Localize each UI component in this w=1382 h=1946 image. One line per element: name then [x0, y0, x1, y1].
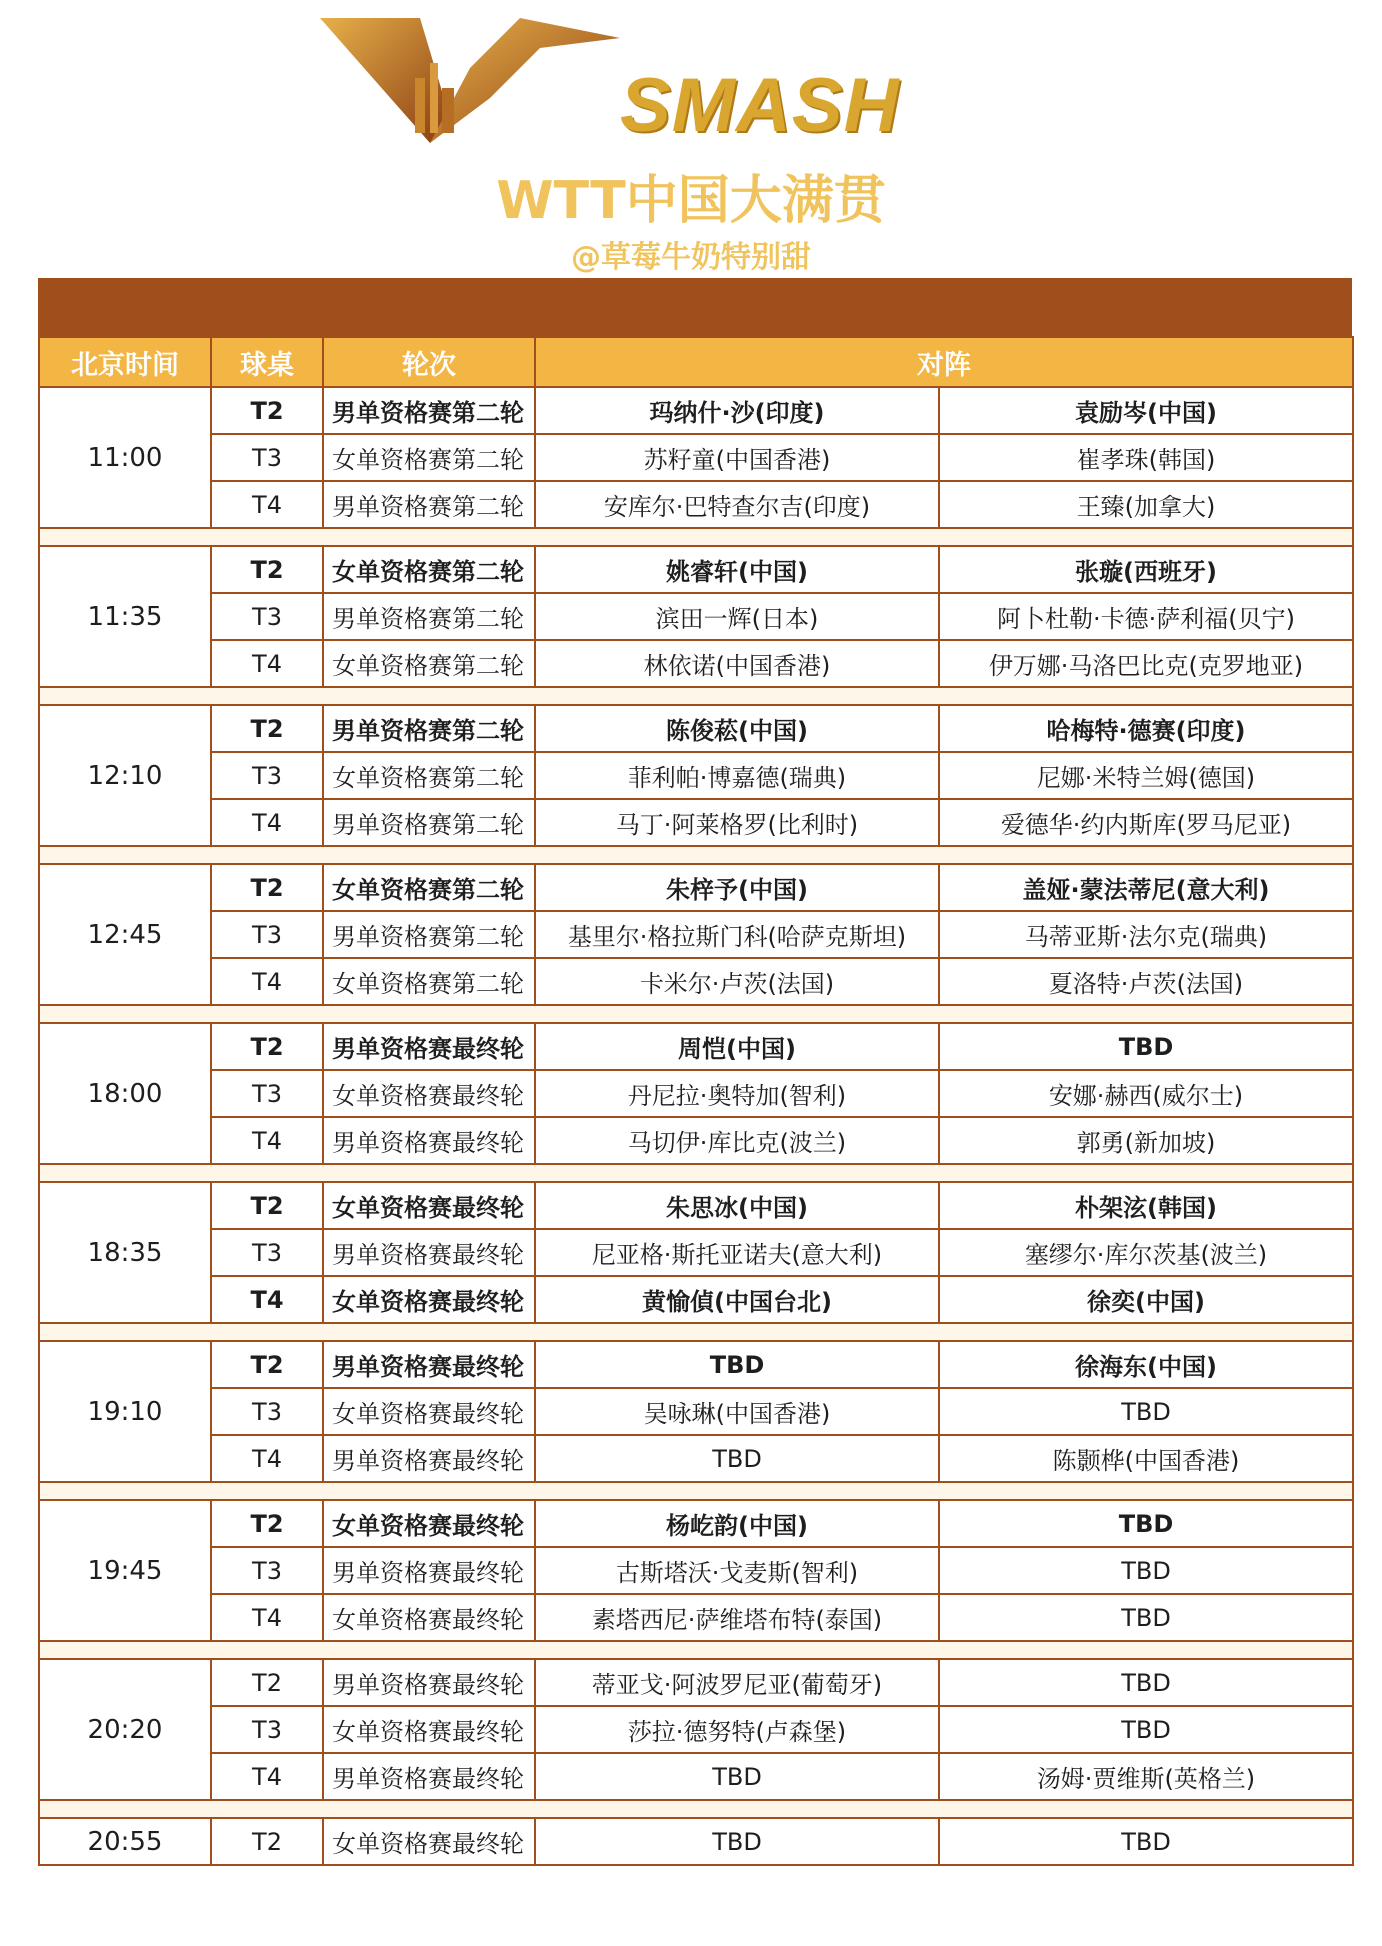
group-separator	[39, 1482, 1353, 1500]
schedule-grid	[38, 336, 1354, 1866]
player-1: 古斯塔沃·戈麦斯(智利)	[535, 1547, 939, 1594]
player-1: 马丁·阿莱格罗(比利时)	[535, 799, 939, 846]
round-name: 女单资格赛最终轮	[323, 1500, 535, 1547]
time-slot: 18:35	[39, 1182, 211, 1323]
table-number: T2	[211, 546, 323, 593]
round-name: 男单资格赛最终轮	[323, 1753, 535, 1800]
player-2: 崔孝珠(韩国)	[939, 434, 1353, 481]
round-name: 女单资格赛最终轮	[323, 1594, 535, 1641]
player-2: 徐奕(中国)	[939, 1276, 1353, 1323]
table-number: T3	[211, 434, 323, 481]
player-1: 吴咏琳(中国香港)	[535, 1388, 939, 1435]
table-row	[39, 911, 1353, 958]
player-2: TBD	[939, 1818, 1353, 1865]
table-number: T3	[211, 1547, 323, 1594]
author-handle: @草莓牛奶特别甜	[571, 240, 811, 275]
player-1: 苏籽童(中国香港)	[535, 434, 939, 481]
separator-cell	[39, 687, 1353, 705]
table-row	[39, 1500, 1353, 1547]
table-row	[39, 1276, 1353, 1323]
player-1: 黄愉偵(中国台北)	[535, 1276, 939, 1323]
table-row	[39, 1753, 1353, 1800]
player-2: 朴架泫(韩国)	[939, 1182, 1353, 1229]
table-row	[39, 799, 1353, 846]
table-row	[39, 640, 1353, 687]
group-separator	[39, 1800, 1353, 1818]
player-2: 盖娅·蒙法蒂尼(意大利)	[939, 864, 1353, 911]
group-separator	[39, 1641, 1353, 1659]
table-number: T2	[211, 1182, 323, 1229]
table-number: T3	[211, 911, 323, 958]
table-row	[39, 1070, 1353, 1117]
player-2: 郭勇(新加坡)	[939, 1117, 1353, 1164]
table-row	[39, 1229, 1353, 1276]
group-separator	[39, 528, 1353, 546]
group-separator	[39, 846, 1353, 864]
player-1: 安库尔·巴特查尔吉(印度)	[535, 481, 939, 528]
separator-cell	[39, 1005, 1353, 1023]
round-name: 男单资格赛最终轮	[323, 1117, 535, 1164]
round-name: 男单资格赛最终轮	[323, 1659, 535, 1706]
player-1: 素塔西尼·萨维塔布特(泰国)	[535, 1594, 939, 1641]
round-name: 女单资格赛最终轮	[323, 1070, 535, 1117]
player-2: 张璇(西班牙)	[939, 546, 1353, 593]
group-separator	[39, 1005, 1353, 1023]
round-name: 女单资格赛最终轮	[323, 1276, 535, 1323]
round-name: 男单资格赛第二轮	[323, 799, 535, 846]
player-1: 菲利帕·博嘉德(瑞典)	[535, 752, 939, 799]
player-2: 汤姆·贾维斯(英格兰)	[939, 1753, 1353, 1800]
player-1: 杨屹韵(中国)	[535, 1500, 939, 1547]
player-1: 朱思冰(中国)	[535, 1182, 939, 1229]
player-1: TBD	[535, 1753, 939, 1800]
table-number: T4	[211, 799, 323, 846]
player-1: 滨田一辉(日本)	[535, 593, 939, 640]
col-round: 轮次	[323, 337, 535, 387]
player-1: 玛纳什·沙(印度)	[535, 387, 939, 434]
table-number: T3	[211, 1388, 323, 1435]
round-name: 女单资格赛第二轮	[323, 434, 535, 481]
player-2: 徐海东(中国)	[939, 1341, 1353, 1388]
player-2: TBD	[939, 1659, 1353, 1706]
round-name: 女单资格赛第二轮	[323, 864, 535, 911]
table-number: T4	[211, 481, 323, 528]
round-name: 男单资格赛最终轮	[323, 1229, 535, 1276]
table-number: T2	[211, 1659, 323, 1706]
player-1: 尼亚格·斯托亚诺夫(意大利)	[535, 1229, 939, 1276]
player-2: 夏洛特·卢茨(法国)	[939, 958, 1353, 1005]
table-row	[39, 387, 1353, 434]
table-number: T4	[211, 1435, 323, 1482]
brand-wordmark: SMASH	[620, 63, 900, 148]
player-1: 蒂亚戈·阿波罗尼亚(葡萄牙)	[535, 1659, 939, 1706]
table-row	[39, 752, 1353, 799]
table-row	[39, 1818, 1353, 1865]
player-1: TBD	[535, 1435, 939, 1482]
table-number: T4	[211, 1276, 323, 1323]
header-row	[39, 337, 1353, 387]
player-2: 塞缪尔·库尔茨基(波兰)	[939, 1229, 1353, 1276]
table-number: T3	[211, 1229, 323, 1276]
event-title: WTT中国大满贯	[496, 171, 886, 231]
table-number: T2	[211, 1023, 323, 1070]
wtt-logo-icon	[320, 8, 620, 148]
table-row	[39, 958, 1353, 1005]
group-separator	[39, 1323, 1353, 1341]
table-row	[39, 1117, 1353, 1164]
player-2: 陈颢桦(中国香港)	[939, 1435, 1353, 1482]
player-1: 基里尔·格拉斯门科(哈萨克斯坦)	[535, 911, 939, 958]
table-row	[39, 1341, 1353, 1388]
player-2: TBD	[939, 1023, 1353, 1070]
player-2: TBD	[939, 1500, 1353, 1547]
player-1: 卡米尔·卢茨(法国)	[535, 958, 939, 1005]
time-slot: 18:00	[39, 1023, 211, 1164]
table-row	[39, 1388, 1353, 1435]
table-number: T4	[211, 1594, 323, 1641]
time-slot: 20:20	[39, 1659, 211, 1800]
player-2: 哈梅特·德赛(印度)	[939, 705, 1353, 752]
schedule-body	[39, 387, 1353, 1865]
table-row	[39, 705, 1353, 752]
table-number: T2	[211, 705, 323, 752]
round-name: 男单资格赛第二轮	[323, 705, 535, 752]
schedule-table	[38, 278, 1352, 1866]
round-name: 男单资格赛最终轮	[323, 1547, 535, 1594]
round-name: 男单资格赛第二轮	[323, 593, 535, 640]
player-1: 周恺(中国)	[535, 1023, 939, 1070]
time-slot: 12:10	[39, 705, 211, 846]
player-1: 丹尼拉·奥特加(智利)	[535, 1070, 939, 1117]
player-1: 马切伊·库比克(波兰)	[535, 1117, 939, 1164]
table-row	[39, 864, 1353, 911]
group-separator	[39, 687, 1353, 705]
table-top-bar	[38, 278, 1352, 336]
player-2: TBD	[939, 1547, 1353, 1594]
table-number: T4	[211, 1117, 323, 1164]
round-name: 女单资格赛最终轮	[323, 1818, 535, 1865]
player-2: 马蒂亚斯·法尔克(瑞典)	[939, 911, 1353, 958]
separator-cell	[39, 1641, 1353, 1659]
table-number: T4	[211, 958, 323, 1005]
table-number: T4	[211, 1753, 323, 1800]
player-1: TBD	[535, 1818, 939, 1865]
table-number: T3	[211, 1706, 323, 1753]
player-2: 安娜·赫西(威尔士)	[939, 1070, 1353, 1117]
table-number: T2	[211, 864, 323, 911]
group-separator	[39, 1164, 1353, 1182]
table-row	[39, 1594, 1353, 1641]
time-slot: 12:45	[39, 864, 211, 1005]
round-name: 女单资格赛第二轮	[323, 958, 535, 1005]
table-row	[39, 1182, 1353, 1229]
player-1: TBD	[535, 1341, 939, 1388]
player-2: 阿卜杜勒·卡德·萨利福(贝宁)	[939, 593, 1353, 640]
player-2: TBD	[939, 1706, 1353, 1753]
player-2: 袁励岑(中国)	[939, 387, 1353, 434]
separator-cell	[39, 1323, 1353, 1341]
time-slot: 19:45	[39, 1500, 211, 1641]
table-row	[39, 1547, 1353, 1594]
round-name: 女单资格赛最终轮	[323, 1706, 535, 1753]
player-2: 王臻(加拿大)	[939, 481, 1353, 528]
table-number: T3	[211, 1070, 323, 1117]
table-row	[39, 1659, 1353, 1706]
round-name: 女单资格赛最终轮	[323, 1182, 535, 1229]
separator-cell	[39, 1482, 1353, 1500]
table-row	[39, 1023, 1353, 1070]
separator-cell	[39, 528, 1353, 546]
round-name: 女单资格赛第二轮	[323, 546, 535, 593]
round-name: 男单资格赛第二轮	[323, 387, 535, 434]
table-number: T2	[211, 1500, 323, 1547]
player-2: 尼娜·米特兰姆(德国)	[939, 752, 1353, 799]
player-2: 爱德华·约内斯库(罗马尼亚)	[939, 799, 1353, 846]
separator-cell	[39, 1164, 1353, 1182]
round-name: 男单资格赛第二轮	[323, 481, 535, 528]
col-table: 球桌	[211, 337, 323, 387]
round-name: 女单资格赛第二轮	[323, 640, 535, 687]
table-number: T3	[211, 593, 323, 640]
player-2: 伊万娜·马洛巴比克(克罗地亚)	[939, 640, 1353, 687]
round-name: 女单资格赛最终轮	[323, 1388, 535, 1435]
player-2: TBD	[939, 1388, 1353, 1435]
table-row	[39, 434, 1353, 481]
player-1: 朱梓予(中国)	[535, 864, 939, 911]
player-1: 陈俊菘(中国)	[535, 705, 939, 752]
player-1: 林依诺(中国香港)	[535, 640, 939, 687]
separator-cell	[39, 1800, 1353, 1818]
table-row	[39, 546, 1353, 593]
table-number: T2	[211, 1818, 323, 1865]
table-number: T2	[211, 387, 323, 434]
round-name: 男单资格赛最终轮	[323, 1435, 535, 1482]
round-name: 男单资格赛最终轮	[323, 1341, 535, 1388]
table-number: T4	[211, 640, 323, 687]
player-1: 莎拉·德努特(卢森堡)	[535, 1706, 939, 1753]
col-match: 对阵	[535, 337, 1353, 387]
time-slot: 11:00	[39, 387, 211, 528]
time-slot: 19:10	[39, 1341, 211, 1482]
round-name: 男单资格赛最终轮	[323, 1023, 535, 1070]
table-row	[39, 1706, 1353, 1753]
table-number: T3	[211, 752, 323, 799]
round-name: 男单资格赛第二轮	[323, 911, 535, 958]
separator-cell	[39, 846, 1353, 864]
time-slot: 11:35	[39, 546, 211, 687]
time-slot: 20:55	[39, 1818, 211, 1865]
round-name: 女单资格赛第二轮	[323, 752, 535, 799]
player-1: 姚睿轩(中国)	[535, 546, 939, 593]
table-row	[39, 481, 1353, 528]
player-2: TBD	[939, 1594, 1353, 1641]
header	[0, 0, 1382, 280]
table-row	[39, 593, 1353, 640]
table-row	[39, 1435, 1353, 1482]
table-number: T2	[211, 1341, 323, 1388]
col-time: 北京时间	[39, 337, 211, 387]
